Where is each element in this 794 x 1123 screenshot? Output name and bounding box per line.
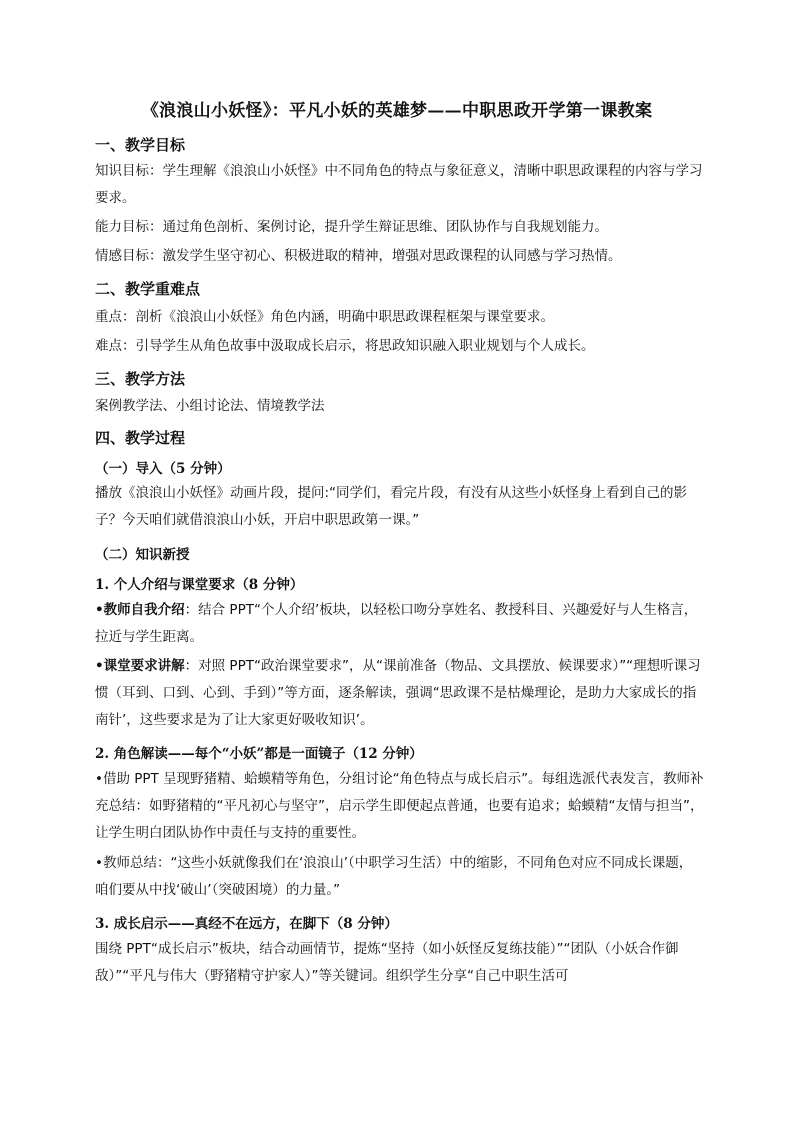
paragraph-intro: 播放《浪浪山小妖怪》动画片段，提问:“同学们，看完片段，有没有从这些小妖怪身上看到自己的影子？今天咱们就借浪浪山小妖，开启中职思政第一课。” xyxy=(95,485,688,528)
paragraph-emotion-goal: 情感目标：激发学生坚守初心、积极进取的精神，增强对思政课程的认同感与学习热情。 xyxy=(95,248,622,264)
subheading-new-knowledge: （二）知识新授 xyxy=(95,547,190,563)
section-heading-objectives: 一、教学目标 xyxy=(95,136,186,154)
item-heading-growth: 3. 成长启示——真经不在远方，在脚下（8 分钟） xyxy=(95,916,398,932)
paragraph-methods: 案例教学法、小组讨论法、情境教学法 xyxy=(95,398,325,414)
paragraph-key-point: 重点：剖析《浪浪山小妖怪》角色内涵，明确中职思政课程框架与课堂要求。 xyxy=(95,309,554,325)
bullet-label-teacher-intro: •教师自我介绍 xyxy=(95,602,185,618)
bullet-text-teacher-intro: ：结合 PPT“个人介绍’板块，以轻松口吻分享姓名、教授科目、兴趣爱好与人生格言，拉近与学生距离。 xyxy=(95,602,698,645)
paragraph-difficult-point: 难点：引导学生从角色故事中汲取成长启示，将思政知识融入职业规划与个人成长。 xyxy=(95,338,595,354)
document-title: 《浪浪山小妖怪》：平凡小妖的英雄梦——中职思政开学第一课教案 xyxy=(141,101,653,121)
item-heading-introduction: 1. 个人介绍与课堂要求（8 分钟） xyxy=(95,577,304,593)
bullet-teacher-summary: •教师总结：“这些小妖就像我们在‘浪浪山’（中职学习生活）中的缩影，不同角色对应不同成长课题，咱们要从中找‘破山’（突破困境）的力量。” xyxy=(95,855,693,898)
section-heading-key-points: 二、教学重难点 xyxy=(95,280,201,298)
paragraph-growth: 围绕 PPT“成长启示”板块，结合动画情节，提炼“坚持（如小妖怪反复练技能）”“团队（小妖合作御敌）”“平凡与伟大（野猪精守护家人）”等关键词。组织学生分享“自己中职生活可 xyxy=(95,941,679,984)
subheading-intro: （一）导入（5 分钟） xyxy=(95,461,231,477)
paragraph-knowledge-goal: 知识目标：学生理解《浪浪山小妖怪》中不同角色的特点与象征意义，清晰中职思政课程的内容与学习要求。 xyxy=(95,163,703,206)
bullet-class-rules xyxy=(95,653,705,734)
bullet-text-class-rules: ：对照 PPT“政治课堂要求”，从“课前准备（物品、文具摆放、候课要求）”“理想听课习惯（耳到、口到、心到、手到）”等方面，逐条解读，强调“思政课不是枯燥理论，是助力大家成长的指南针’，这些要求是为了让大家更好吸收知识’。 xyxy=(95,658,701,728)
bullet-role-discussion: •借助 PPT 呈现野猪精、蛤蟆精等角色，分组讨论“角色特点与成长启示”。每组选派代表发言，教师补充总结：如野猪精的“平凡初心与坚守”，启示学生即便起点普通，也要有追求；蛤蟆精“友情与担当”，让学生明白团队协作中责任与支持的重要性。 xyxy=(95,771,704,841)
item-heading-role-analysis: 2. 角色解读——每个“小妖”都是一面镜子（12 分钟） xyxy=(95,746,423,762)
section-heading-methods: 三、教学方法 xyxy=(95,370,186,388)
bullet-teacher-intro xyxy=(95,597,705,651)
paragraph-ability-goal: 能力目标：通过角色剖析、案例讨论，提升学生辩证思维、团队协作与自我规划能力。 xyxy=(95,219,608,235)
bullet-label-class-rules: •课堂要求讲解 xyxy=(95,658,185,674)
section-heading-process: 四、教学过程 xyxy=(95,429,186,447)
